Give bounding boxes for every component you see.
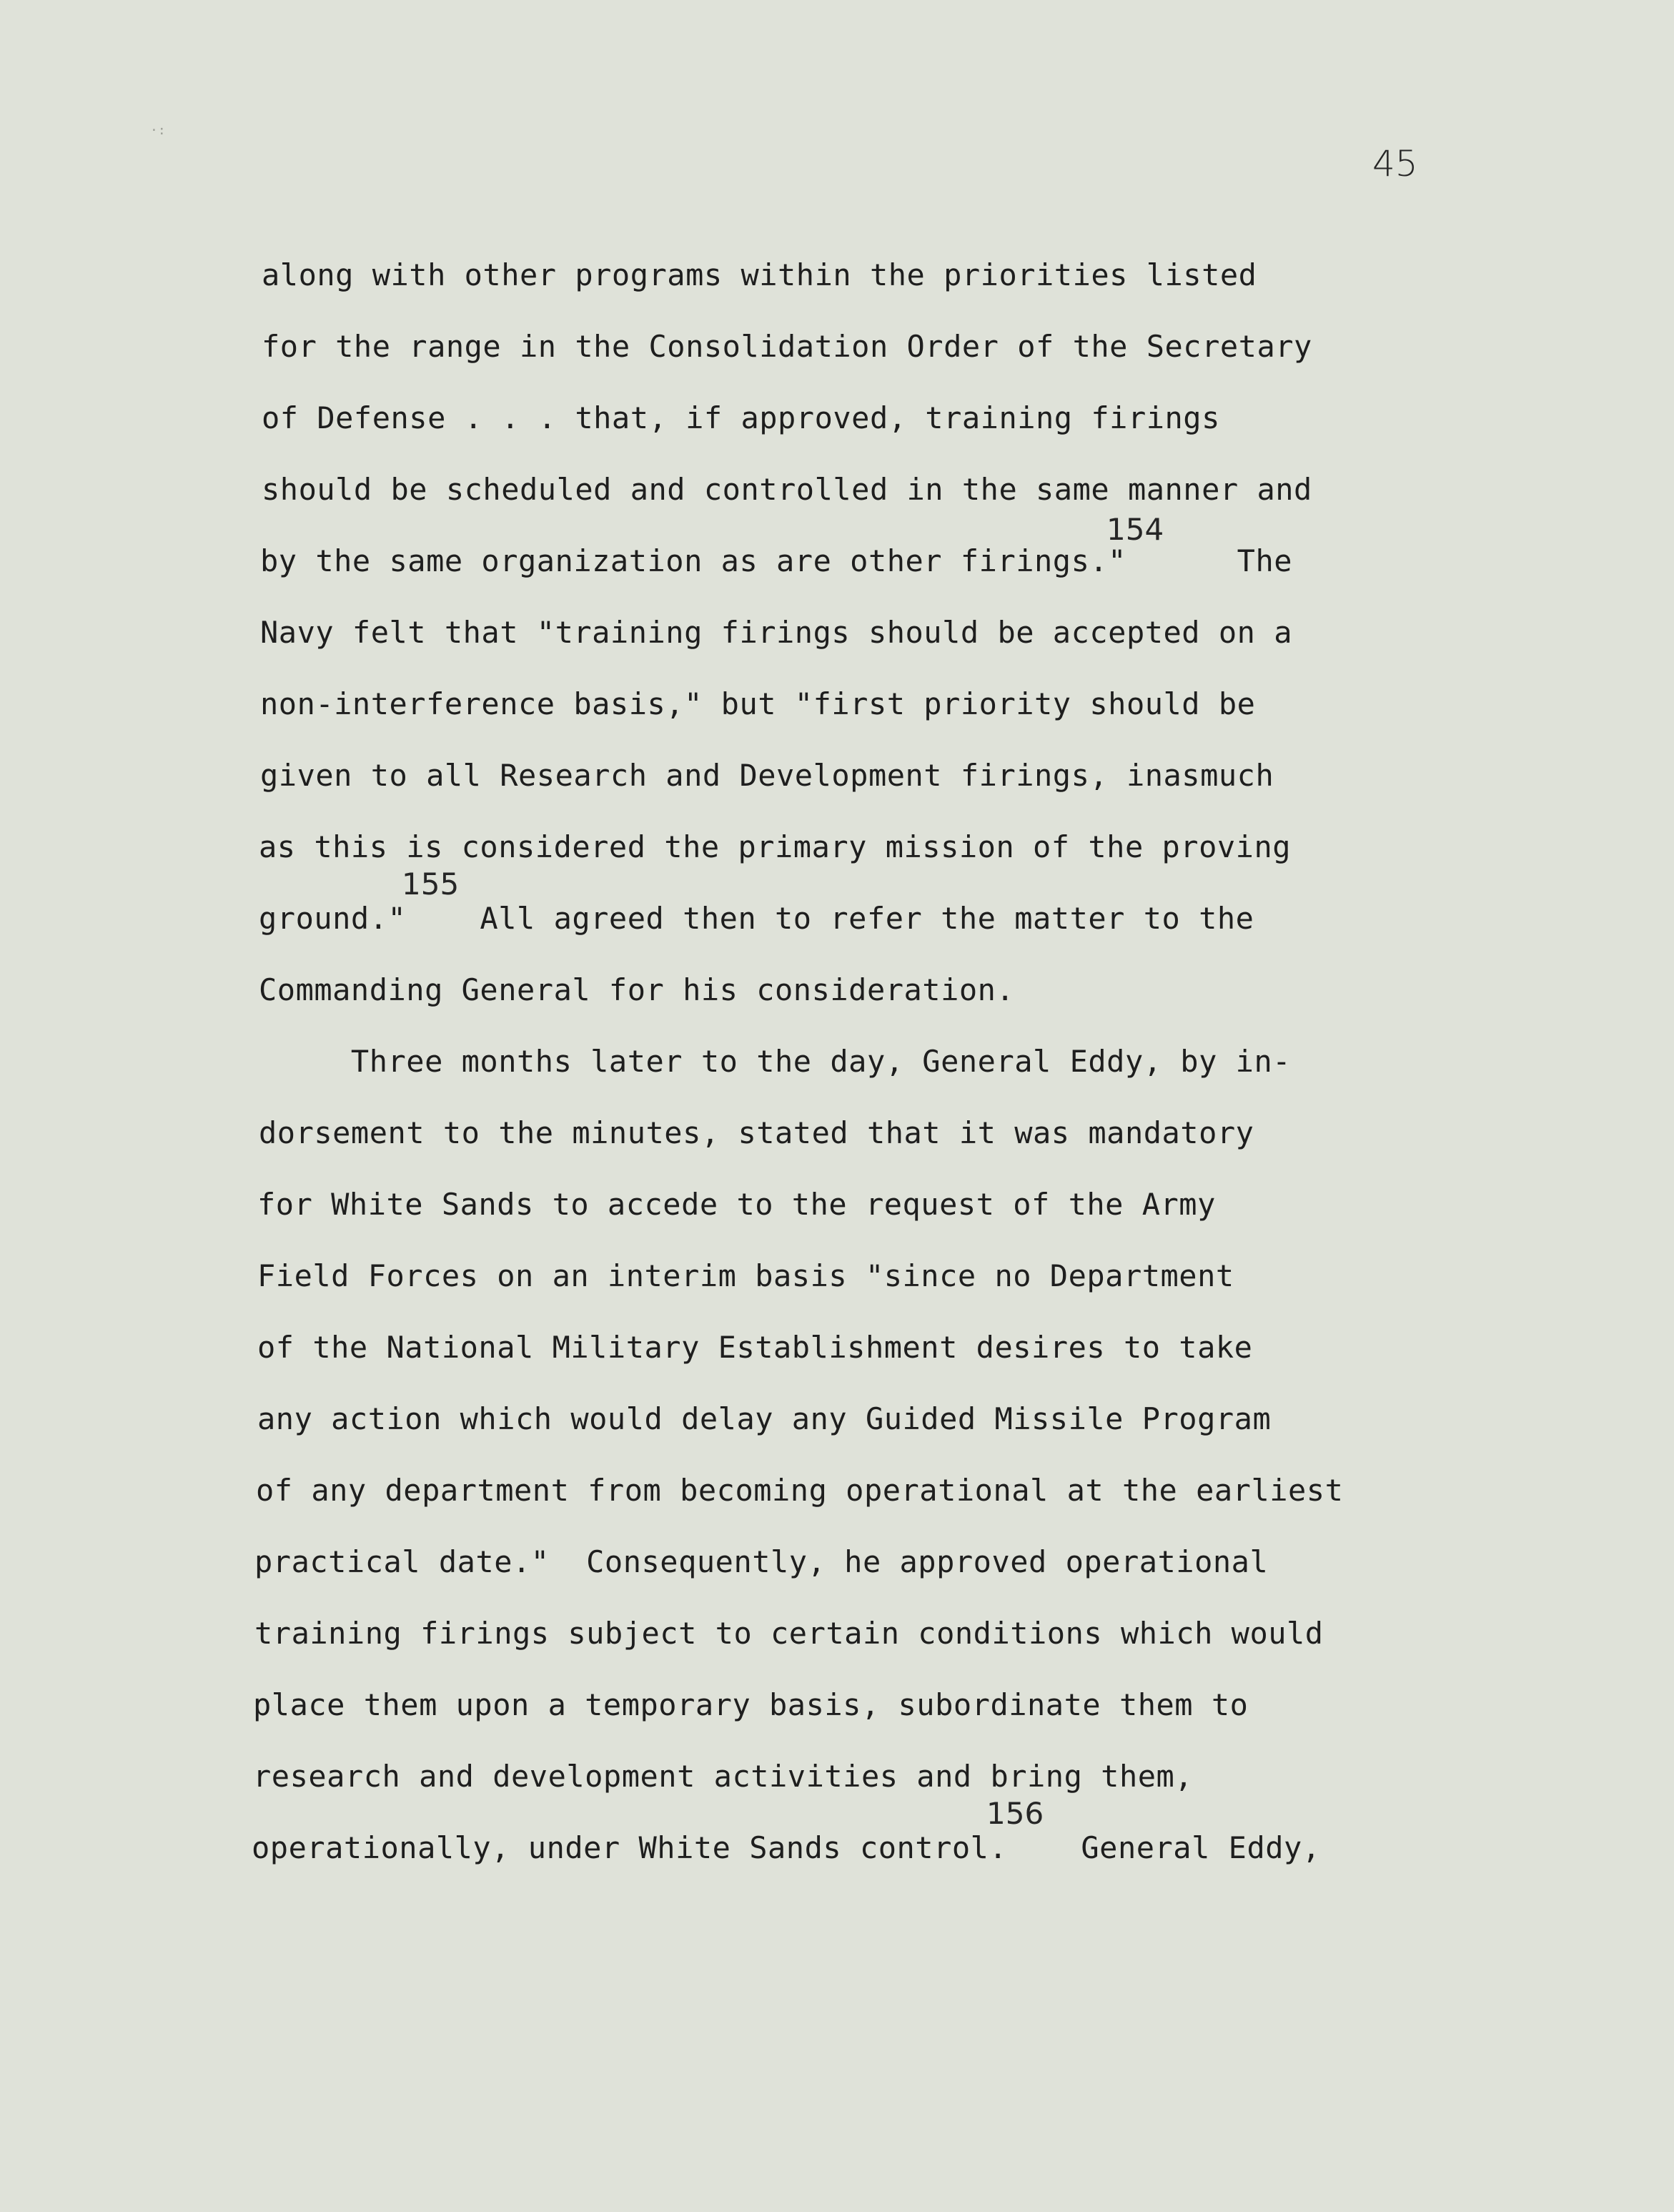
- text-line: for White Sands to accede to the request of the Army: [257, 1187, 1216, 1222]
- text-line: of the National Military Establishment desires to take: [257, 1330, 1253, 1365]
- text-line: Field Forces on an interim basis "since no Department: [257, 1258, 1234, 1293]
- text-line: non-interference basis," but "first priority should be: [260, 686, 1256, 721]
- text-line: Three months later to the day, General Eddy, by in-: [259, 1044, 1292, 1079]
- text-line: for the range in the Consolidation Order of the Secretary: [262, 329, 1312, 364]
- text-line: should be scheduled and controlled in the same manner and: [262, 472, 1312, 507]
- text-line: of Defense . . . that, if approved, training firings: [262, 400, 1220, 435]
- text-line: of any department from becoming operational at the earliest: [256, 1473, 1344, 1508]
- text-line: training firings subject to certain conditions which would: [254, 1616, 1324, 1651]
- text-line: as this is considered the primary mission of the proving: [259, 829, 1292, 864]
- page-number: 45: [1372, 143, 1418, 184]
- corner-mark: ·:: [150, 123, 166, 138]
- text-line: given to all Research and Development firings, inasmuch: [260, 758, 1274, 793]
- text-line: along with other programs within the priorities listed: [262, 257, 1257, 292]
- footnote-marker-155: 155: [402, 866, 460, 902]
- text-line: by the same organization as are other firings." The: [260, 543, 1293, 578]
- text-line: Commanding General for his consideration.: [259, 972, 1015, 1007]
- text-line: dorsement to the minutes, stated that it was mandatory: [259, 1115, 1254, 1150]
- text-line: ground." All agreed then to refer the matter to the: [259, 901, 1254, 936]
- text-line: place them upon a temporary basis, subordinate them to: [253, 1687, 1249, 1722]
- text-line: research and development activities and bring them,: [253, 1759, 1194, 1794]
- text-line: Navy felt that "training firings should be accepted on a: [260, 615, 1293, 650]
- text-line: practical date." Consequently, he approved operational: [254, 1544, 1269, 1579]
- footnote-marker-154: 154: [1106, 512, 1164, 547]
- footnote-marker-156: 156: [986, 1796, 1044, 1831]
- text-line: any action which would delay any Guided Missile Program: [257, 1401, 1272, 1436]
- text-line: operationally, under White Sands control. General Eddy,: [252, 1830, 1321, 1865]
